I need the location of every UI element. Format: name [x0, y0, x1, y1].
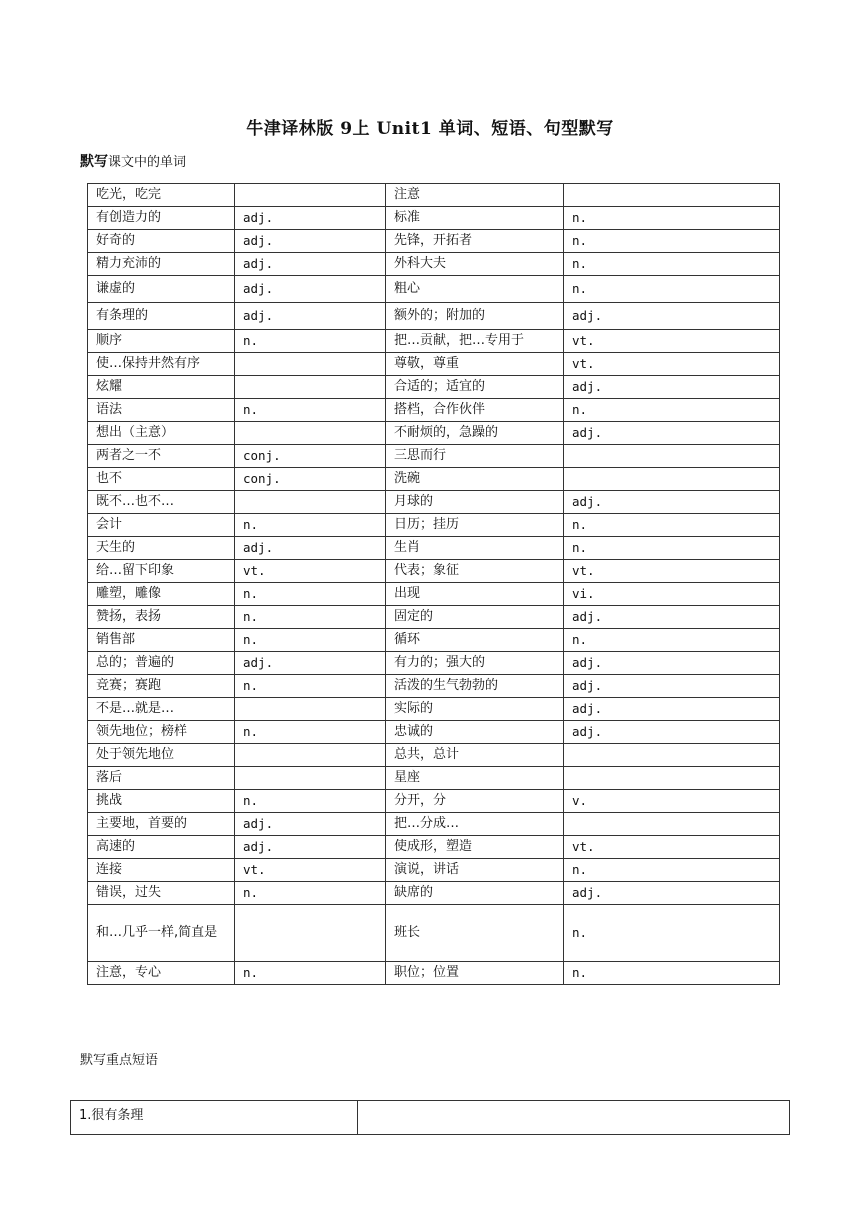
part-of-speech-cell: vt. — [564, 560, 780, 583]
part-of-speech-cell: vt. — [564, 836, 780, 859]
part-of-speech-cell — [235, 184, 386, 207]
part-of-speech-cell: n. — [564, 399, 780, 422]
part-of-speech-cell — [235, 744, 386, 767]
table-row — [88, 698, 780, 721]
chinese-meaning-cell: 给…留下印象 — [88, 560, 235, 583]
chinese-meaning-cell: 班长 — [386, 905, 564, 962]
part-of-speech-cell: n. — [235, 721, 386, 744]
part-of-speech-cell — [235, 905, 386, 962]
table-row — [88, 675, 780, 698]
part-of-speech-cell: adj. — [564, 376, 780, 399]
part-of-speech-cell: adj. — [235, 652, 386, 675]
part-of-speech-cell: adj. — [564, 675, 780, 698]
vocabulary-table — [87, 183, 780, 985]
chinese-meaning-cell: 循环 — [386, 629, 564, 652]
part-of-speech-cell: n. — [235, 583, 386, 606]
chinese-meaning-cell: 外科大夫 — [386, 253, 564, 276]
chinese-meaning-cell: 演说，讲话 — [386, 859, 564, 882]
part-of-speech-cell: adj. — [564, 491, 780, 514]
part-of-speech-cell — [564, 813, 780, 836]
table-row — [88, 606, 780, 629]
table-row — [88, 859, 780, 882]
table-row — [88, 303, 780, 330]
part-of-speech-cell: adj. — [235, 230, 386, 253]
table-row — [88, 652, 780, 675]
chinese-meaning-cell: 既不…也不… — [88, 491, 235, 514]
part-of-speech-cell: vt. — [564, 353, 780, 376]
part-of-speech-cell: adj. — [564, 422, 780, 445]
part-of-speech-cell: adj. — [564, 303, 780, 330]
part-of-speech-cell: conj. — [235, 445, 386, 468]
table-row — [88, 230, 780, 253]
part-of-speech-cell: n. — [235, 882, 386, 905]
chinese-meaning-cell: 总的；普遍的 — [88, 652, 235, 675]
part-of-speech-cell: adj. — [564, 652, 780, 675]
part-of-speech-cell: n. — [564, 905, 780, 962]
table-row — [88, 376, 780, 399]
part-of-speech-cell: n. — [564, 629, 780, 652]
chinese-meaning-cell: 不是…就是… — [88, 698, 235, 721]
chinese-meaning-cell: 忠诚的 — [386, 721, 564, 744]
chinese-meaning-cell: 谦虚的 — [88, 276, 235, 303]
table-row — [88, 491, 780, 514]
table-row — [88, 330, 780, 353]
chinese-meaning-cell: 分开，分 — [386, 790, 564, 813]
chinese-meaning-cell: 固定的 — [386, 606, 564, 629]
chinese-meaning-cell: 精力充沛的 — [88, 253, 235, 276]
part-of-speech-cell: adj. — [235, 253, 386, 276]
part-of-speech-cell: adj. — [564, 882, 780, 905]
chinese-meaning-cell: 把…贡献，把…专用于 — [386, 330, 564, 353]
chinese-meaning-cell: 日历；挂历 — [386, 514, 564, 537]
part-of-speech-cell: vt. — [235, 560, 386, 583]
part-of-speech-cell: n. — [235, 962, 386, 985]
chinese-meaning-cell: 合适的；适宜的 — [386, 376, 564, 399]
chinese-meaning-cell: 出现 — [386, 583, 564, 606]
table-row — [88, 790, 780, 813]
part-of-speech-cell: n. — [564, 859, 780, 882]
part-of-speech-cell: conj. — [235, 468, 386, 491]
part-of-speech-cell: n. — [564, 207, 780, 230]
part-of-speech-cell: vt. — [564, 330, 780, 353]
table-row — [88, 276, 780, 303]
part-of-speech-cell: adj. — [564, 698, 780, 721]
phrase-prompt-cell: 1.很有条理 — [71, 1101, 358, 1135]
table-row — [88, 207, 780, 230]
section-heading-rest: 课文中的单词 — [108, 155, 187, 170]
chinese-meaning-cell: 挑战 — [88, 790, 235, 813]
part-of-speech-cell — [564, 744, 780, 767]
part-of-speech-cell: n. — [235, 399, 386, 422]
chinese-meaning-cell: 注意 — [386, 184, 564, 207]
table-row — [88, 905, 780, 962]
part-of-speech-cell — [564, 468, 780, 491]
part-of-speech-cell: n. — [564, 537, 780, 560]
chinese-meaning-cell: 落后 — [88, 767, 235, 790]
table-row — [88, 537, 780, 560]
part-of-speech-cell: n. — [564, 253, 780, 276]
table-row — [88, 744, 780, 767]
chinese-meaning-cell: 炫耀 — [88, 376, 235, 399]
section-heading-words — [80, 151, 186, 171]
chinese-meaning-cell: 使…保持井然有序 — [88, 353, 235, 376]
chinese-meaning-cell: 搭档，合作伙伴 — [386, 399, 564, 422]
chinese-meaning-cell: 也不 — [88, 468, 235, 491]
part-of-speech-cell: adj. — [564, 721, 780, 744]
part-of-speech-cell — [564, 767, 780, 790]
chinese-meaning-cell: 处于领先地位 — [88, 744, 235, 767]
part-of-speech-cell: adj. — [235, 207, 386, 230]
table-row — [88, 813, 780, 836]
chinese-meaning-cell: 两者之一不 — [88, 445, 235, 468]
part-of-speech-cell — [235, 491, 386, 514]
table-row — [88, 882, 780, 905]
chinese-meaning-cell: 标准 — [386, 207, 564, 230]
part-of-speech-cell: adj. — [564, 606, 780, 629]
phrase-answer-cell — [358, 1101, 790, 1135]
chinese-meaning-cell: 生肖 — [386, 537, 564, 560]
part-of-speech-cell: n. — [564, 230, 780, 253]
table-row — [88, 253, 780, 276]
chinese-meaning-cell: 代表；象征 — [386, 560, 564, 583]
part-of-speech-cell: vi. — [564, 583, 780, 606]
chinese-meaning-cell: 销售部 — [88, 629, 235, 652]
part-of-speech-cell — [235, 376, 386, 399]
part-of-speech-cell — [564, 184, 780, 207]
chinese-meaning-cell: 天生的 — [88, 537, 235, 560]
part-of-speech-cell: n. — [564, 962, 780, 985]
part-of-speech-cell — [235, 767, 386, 790]
chinese-meaning-cell: 粗心 — [386, 276, 564, 303]
chinese-meaning-cell: 实际的 — [386, 698, 564, 721]
table-row — [88, 184, 780, 207]
chinese-meaning-cell: 额外的；附加的 — [386, 303, 564, 330]
chinese-meaning-cell: 会计 — [88, 514, 235, 537]
part-of-speech-cell: n. — [235, 606, 386, 629]
section-heading-phrases: 默写重点短语 — [80, 1053, 159, 1068]
part-of-speech-cell: adj. — [235, 303, 386, 330]
chinese-meaning-cell: 星座 — [386, 767, 564, 790]
part-of-speech-cell — [235, 422, 386, 445]
part-of-speech-cell: v. — [564, 790, 780, 813]
chinese-meaning-cell: 不耐烦的，急躁的 — [386, 422, 564, 445]
chinese-meaning-cell: 洗碗 — [386, 468, 564, 491]
part-of-speech-cell — [235, 353, 386, 376]
table-row — [88, 353, 780, 376]
chinese-meaning-cell: 总共，总计 — [386, 744, 564, 767]
chinese-meaning-cell: 有力的；强大的 — [386, 652, 564, 675]
part-of-speech-cell: n. — [564, 514, 780, 537]
table-row — [88, 583, 780, 606]
chinese-meaning-cell: 语法 — [88, 399, 235, 422]
chinese-meaning-cell: 想出（主意） — [88, 422, 235, 445]
table-row — [71, 1101, 790, 1135]
part-of-speech-cell: adj. — [235, 537, 386, 560]
chinese-meaning-cell: 高速的 — [88, 836, 235, 859]
chinese-meaning-cell: 注意，专心 — [88, 962, 235, 985]
chinese-meaning-cell: 吃光，吃完 — [88, 184, 235, 207]
section-heading-bold: 默写 — [80, 154, 108, 170]
table-row — [88, 767, 780, 790]
chinese-meaning-cell: 主要地，首要的 — [88, 813, 235, 836]
chinese-meaning-cell: 雕塑，雕像 — [88, 583, 235, 606]
chinese-meaning-cell: 三思而行 — [386, 445, 564, 468]
part-of-speech-cell: n. — [564, 276, 780, 303]
part-of-speech-cell: adj. — [235, 836, 386, 859]
table-row — [88, 721, 780, 744]
chinese-meaning-cell: 月球的 — [386, 491, 564, 514]
chinese-meaning-cell: 先锋，开拓者 — [386, 230, 564, 253]
phrases-table — [70, 1100, 790, 1135]
part-of-speech-cell: adj. — [235, 276, 386, 303]
part-of-speech-cell: n. — [235, 629, 386, 652]
page-title: 牛津译林版 9上 Unit1 单词、短语、句型默写 — [246, 119, 614, 139]
chinese-meaning-cell: 使成形，塑造 — [386, 836, 564, 859]
chinese-meaning-cell: 和…几乎一样,简直是 — [88, 905, 235, 962]
part-of-speech-cell: n. — [235, 514, 386, 537]
chinese-meaning-cell: 连接 — [88, 859, 235, 882]
chinese-meaning-cell: 竞赛；赛跑 — [88, 675, 235, 698]
chinese-meaning-cell: 把…分成… — [386, 813, 564, 836]
part-of-speech-cell: adj. — [235, 813, 386, 836]
chinese-meaning-cell: 顺序 — [88, 330, 235, 353]
part-of-speech-cell: n. — [235, 790, 386, 813]
part-of-speech-cell — [564, 445, 780, 468]
table-row — [88, 962, 780, 985]
table-row — [88, 422, 780, 445]
chinese-meaning-cell: 错误，过失 — [88, 882, 235, 905]
chinese-meaning-cell: 职位；位置 — [386, 962, 564, 985]
chinese-meaning-cell: 缺席的 — [386, 882, 564, 905]
table-row — [88, 399, 780, 422]
part-of-speech-cell: vt. — [235, 859, 386, 882]
table-row — [88, 560, 780, 583]
chinese-meaning-cell: 领先地位；榜样 — [88, 721, 235, 744]
table-row — [88, 468, 780, 491]
chinese-meaning-cell: 有创造力的 — [88, 207, 235, 230]
chinese-meaning-cell: 有条理的 — [88, 303, 235, 330]
chinese-meaning-cell: 尊敬，尊重 — [386, 353, 564, 376]
table-row — [88, 836, 780, 859]
chinese-meaning-cell: 赞扬，表扬 — [88, 606, 235, 629]
chinese-meaning-cell: 好奇的 — [88, 230, 235, 253]
table-row — [88, 445, 780, 468]
table-row — [88, 514, 780, 537]
part-of-speech-cell: n. — [235, 330, 386, 353]
part-of-speech-cell: n. — [235, 675, 386, 698]
chinese-meaning-cell: 活泼的生气勃勃的 — [386, 675, 564, 698]
part-of-speech-cell — [235, 698, 386, 721]
table-row — [88, 629, 780, 652]
